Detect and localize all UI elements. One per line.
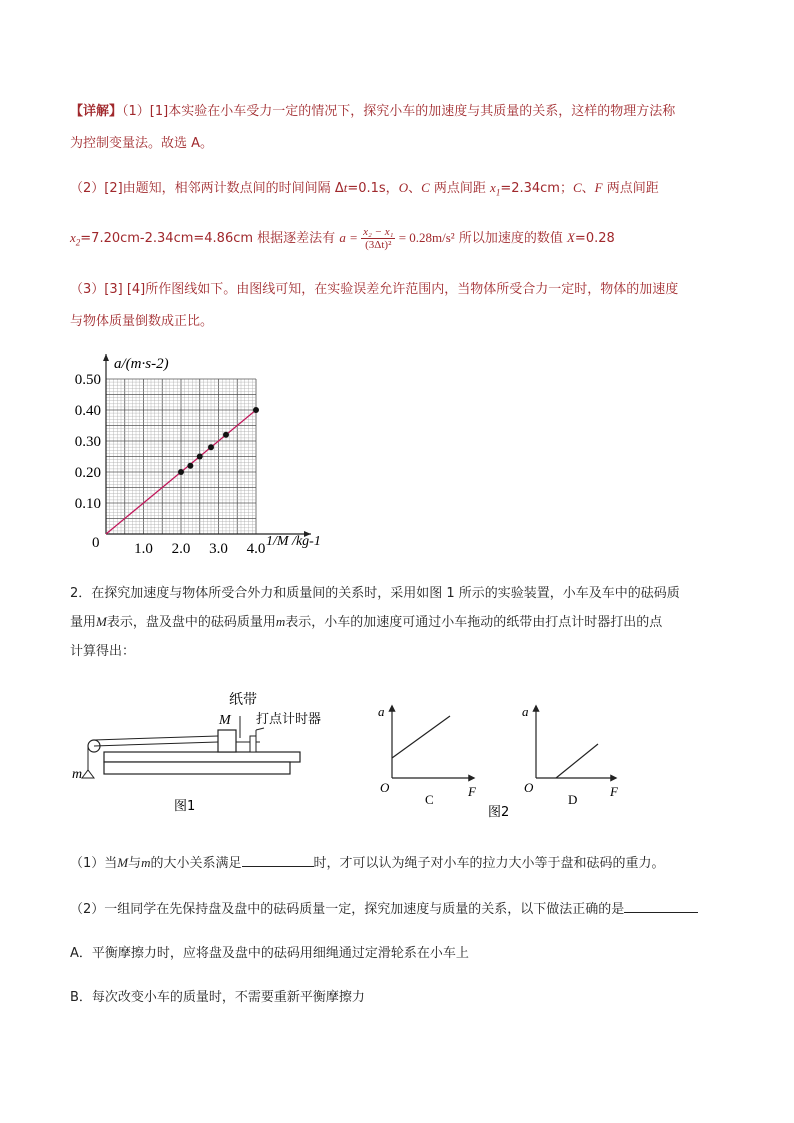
- chart-xlabel: 1/M /kg-1: [266, 534, 321, 549]
- graph-d-axis-F: F: [610, 784, 618, 799]
- chart-point: [197, 454, 203, 460]
- string-top: [94, 736, 218, 740]
- p3-var-x2-sub: 2: [75, 237, 81, 248]
- graph-c-axis-a: a: [378, 704, 385, 719]
- formula-lhs: a =: [339, 230, 362, 245]
- figure-2-graphs: [370, 700, 640, 825]
- q2-option-b: B．每次改变小车的质量时，不需要重新平衡摩擦力: [70, 990, 365, 1005]
- explain-p4-line1: （3）[3] [4]所作图线如下。由图线可知，在实验误差允许范围内，当物体所受合力一定时，物体的加速度: [70, 282, 679, 297]
- q2-line2-a: 量用: [70, 615, 97, 630]
- p2-var-O: O: [398, 180, 409, 195]
- sub1-a: （1）当: [70, 856, 118, 871]
- q2-option-a: A．平衡摩擦力时，应将盘及盘中的砝码用细绳通过定滑轮系在小车上: [70, 946, 469, 961]
- timer-pointer: [256, 728, 264, 730]
- chart-axes: [103, 354, 311, 537]
- chart-y-tick-label: 0.10: [74, 496, 101, 512]
- track-top: [104, 752, 300, 762]
- chart-y-tick-label: 0.30: [74, 434, 101, 450]
- sub2-answer-blank[interactable]: [624, 898, 698, 913]
- p3-text-a: =7.20cm-2.34cm=4.86cm 根据逐差法有: [80, 231, 336, 246]
- chart-y-tick-label: 0.40: [74, 403, 101, 419]
- q2-sub2: [70, 898, 698, 920]
- graph-c-axis-F: F: [468, 784, 476, 799]
- fig1-m-label: m: [72, 767, 83, 782]
- formula-denominator: (3Δt)²: [365, 239, 392, 251]
- p2-var-F: F: [594, 180, 603, 195]
- p2-text-e: =2.34cm；: [500, 181, 573, 196]
- chart-point: [208, 444, 214, 450]
- graph-d-line: [556, 744, 598, 778]
- p3-text-b: 所以加速度的数值: [454, 231, 567, 246]
- sub2-text: （2）一组同学在先保持盘及盘中的砝码质量一定，探究加速度与质量的关系，以下做法正确的是: [70, 902, 625, 917]
- fig1-tape-label: 纸带: [229, 692, 257, 708]
- p3-text-c: =0.28: [574, 231, 615, 246]
- chart-origin-label: 0: [92, 535, 100, 551]
- track-base: [104, 762, 290, 774]
- cart-block: [218, 730, 236, 752]
- p2-var-x1: x: [490, 180, 496, 195]
- p2-var-C2: C: [572, 180, 582, 195]
- p3-var-x2: x: [70, 230, 76, 245]
- q2-line2-b: 表示，盘及盘中的砝码质量用: [106, 615, 276, 630]
- fig1-M-label: M: [219, 713, 231, 728]
- explain-p3: [70, 226, 615, 253]
- sub1-c: 的大小关系满足: [150, 856, 242, 871]
- chart-ylabel: a/(m·s-2): [114, 356, 169, 372]
- q2-line1: 2．在探究加速度与物体所受合外力和质量间的关系时，采用如图 1 所示的实验装置，小车及车中的砝码质: [70, 586, 680, 601]
- q2-line3: 计算得出：: [70, 644, 136, 659]
- sub1-b: 与: [128, 856, 142, 871]
- chart-tick-labels: [75, 372, 266, 557]
- q2-sub1: [70, 852, 665, 874]
- chart-point: [223, 432, 229, 438]
- p2-var-C: C: [421, 180, 430, 195]
- p2-text-a: （2）[2]由题知，相邻两计数点间的时间间隔 Δ: [70, 181, 344, 196]
- p2-var-x1-sub: 1: [495, 187, 501, 198]
- graph-d-label: D: [568, 792, 578, 807]
- graph-c-line: [392, 716, 450, 758]
- graph-c-label: C: [425, 792, 434, 807]
- sub1-var-M: M: [117, 855, 129, 870]
- chart-y-tick-label: 0.20: [74, 465, 101, 481]
- figure-1-apparatus: [70, 690, 322, 820]
- formula-rhs: = 0.28m/s²: [395, 230, 455, 245]
- explain-p1-line2: 为控制变量法。故选 A。: [70, 136, 214, 151]
- p2-text-g: 两点间距: [602, 181, 659, 196]
- fig1-timer-label: 打点计时器: [256, 712, 322, 727]
- graph-c-origin: O: [380, 780, 390, 795]
- fig2-caption: 图2: [488, 805, 510, 820]
- p2-text-c: 、: [408, 181, 422, 196]
- acceleration-chart: [60, 348, 330, 563]
- q2-line2-c: 表示，小车的加速度可通过小车拖动的纸带由打点计时器打出的点: [285, 615, 663, 630]
- weight-pan-icon: [82, 770, 94, 778]
- chart-x-tick-label: 3.0: [209, 541, 228, 557]
- q2-line2: [70, 612, 662, 633]
- sub1-answer-blank[interactable]: [242, 852, 314, 867]
- p3-var-X: X: [566, 230, 575, 245]
- explain-p1-text: （1）[1]本实验在小车受力一定的情况下，探究小车的加速度与其质量的关系，这样的物理方法称: [122, 104, 676, 119]
- explain-p1-line1: [70, 102, 675, 122]
- p2-text-b: =0.1s，: [347, 181, 399, 196]
- chart-y-tick-label: 0.50: [74, 372, 101, 388]
- sub1-var-m: m: [141, 855, 151, 870]
- fig1-caption: 图1: [174, 799, 196, 814]
- formula-numerator: x₂ − x₁: [363, 226, 394, 238]
- p2-text-f: 、: [581, 181, 595, 196]
- p2-var-t: t: [343, 180, 348, 195]
- q2-var-m: m: [275, 614, 286, 629]
- sub1-d: 时，才可以认为绳子对小车的拉力大小等于盘和砝码的重力。: [313, 856, 665, 871]
- explain-p4-line2: 与物体质量倒数成正比。: [70, 314, 214, 329]
- explain-p2: [70, 178, 659, 203]
- chart-y-arrow-icon: [103, 354, 109, 361]
- chart-point: [178, 469, 184, 475]
- string-bottom: [94, 742, 218, 746]
- chart-point: [187, 463, 193, 469]
- chart-x-tick-label: 2.0: [171, 541, 191, 557]
- chart-grid: [106, 379, 256, 534]
- p2-text-d: 两点间距: [429, 181, 491, 196]
- formula-fraction: [361, 226, 395, 251]
- chart-point: [253, 407, 259, 413]
- q2-var-M: M: [96, 614, 107, 629]
- chart-x-tick-label: 4.0: [246, 541, 266, 557]
- chart-x-tick-label: 1.0: [134, 541, 153, 557]
- explain-tag: 【详解】: [70, 104, 123, 119]
- graph-d-origin: O: [524, 780, 534, 795]
- timer-body: [250, 736, 256, 752]
- graph-d-axis-a: a: [522, 704, 529, 719]
